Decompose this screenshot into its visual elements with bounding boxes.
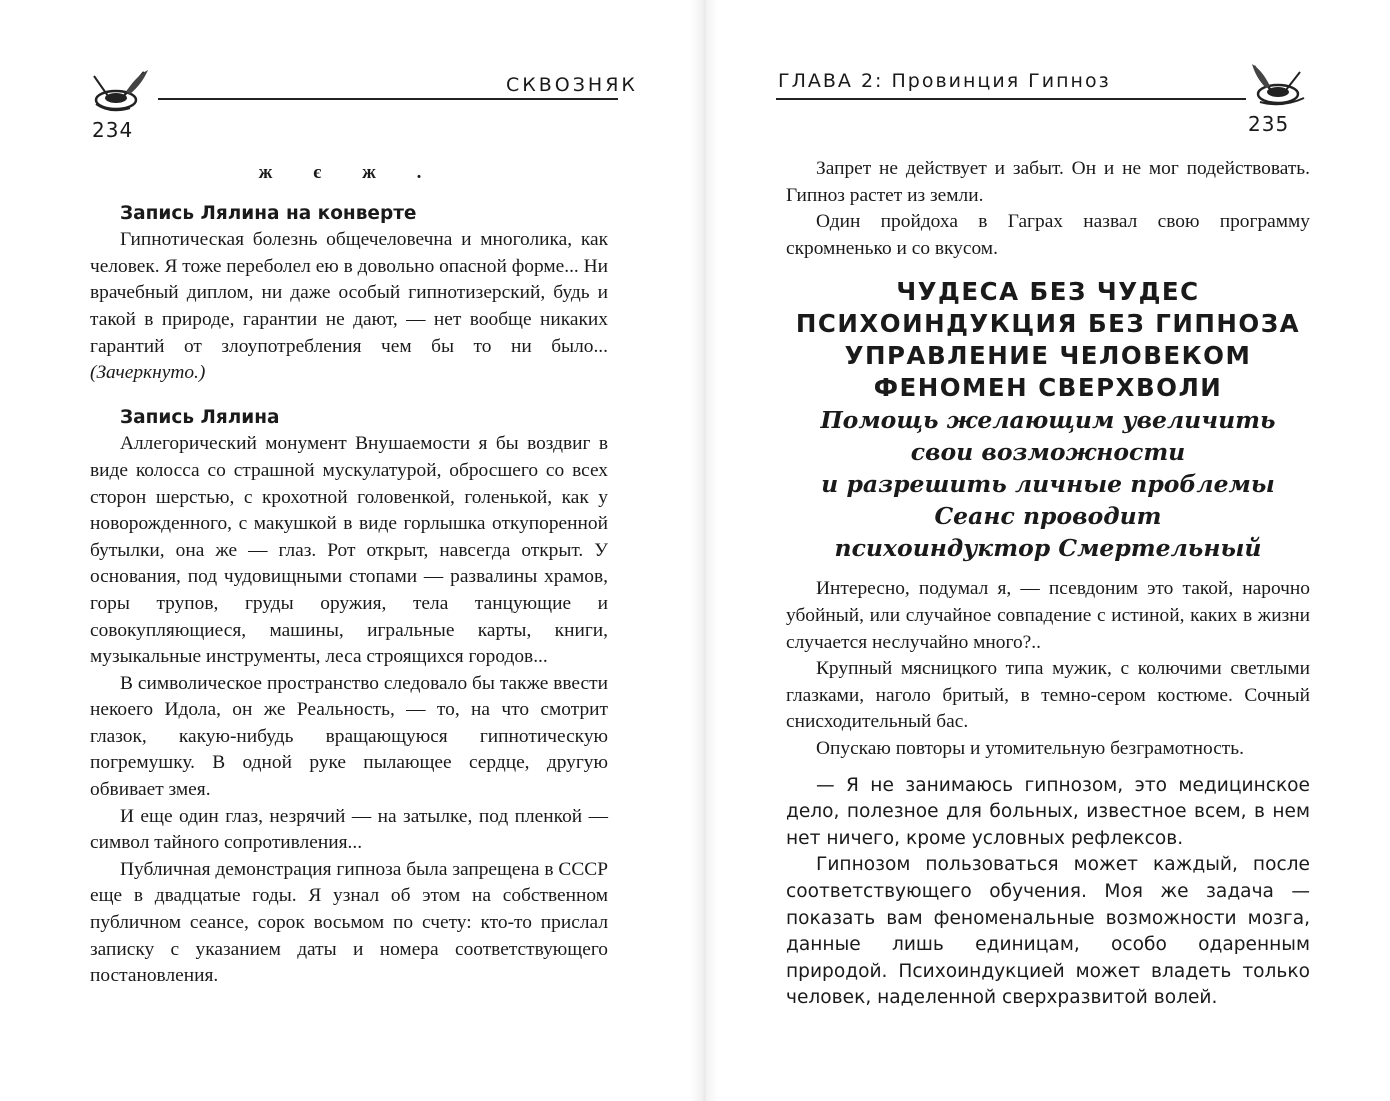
heading-envelope-note: Запись Лялина на конверте [120, 202, 417, 224]
paragraph: Запрет не действует и забыт. Он и не мог подействовать. Гипноз растет из земли. [786, 158, 1310, 206]
poster-line: ФЕНОМЕН СВЕРХВОЛИ [873, 373, 1223, 403]
paragraph: — Я не занимаюсь гипнозом, это медицинское дело, полезное для больных, известное всем, в нем нет ничего, кроме условных рефлексов. [786, 774, 1310, 849]
header-rule [776, 98, 1246, 100]
poster-line: Сеанс проводит [934, 502, 1162, 531]
running-head: СКВОЗНЯК [506, 74, 638, 96]
paragraph: Аллегорический монумент Внушаемости я бы воздвиг в виде колосса со страшной мускулатурой, обросшего со всех сторон шерстью, с крохотной головенкой, голенькой, как у новорожденного, с макушкой в виде горлышка откупоренной бутылки, она же — глаз. Рот открыт, навсегда открыт. У основания, под чудовищными стопами — развалины храмов, горы трупов, груды оружия, тела танцующие и совокупляющиеся, машины, игральные карты, книги, музыкальные инструменты, леса строящихся городов... [90, 433, 608, 668]
poster-line: УПРАВЛЕНИЕ ЧЕЛОВЕКОМ [844, 341, 1252, 371]
poster-line: Помощь желающим увеличить [820, 406, 1276, 435]
section-marker: ж є ж . [258, 162, 440, 183]
paragraph: Один пройдоха в Гаграх назвал свою программу скромненько и со вкусом. [786, 211, 1310, 259]
show-poster [786, 276, 1310, 564]
feather-emblem-icon [86, 68, 158, 118]
heading-lyalin-note: Запись Лялина [120, 406, 280, 428]
poster-line: и разрешить личные проблемы [821, 470, 1275, 499]
poster-line: свои возможности [910, 438, 1186, 467]
paragraph: Опускаю повторы и утомительную безграмотность. [816, 737, 1244, 759]
paragraph: Гипнозом пользоваться может каждый, после соответствующего обучения. Моя же задача — показать вам феноменальные возможности мозга, данные лишь единицам, особо одаренным природой. Психоиндукцией может владеть только человек, наделенной сверхразвитой волей. [786, 854, 1310, 1009]
struck-note: (Зачеркнуто.) [90, 362, 206, 384]
paragraph: И еще один глаз, незрячий — на затылке, под пленкой — символ тайного сопротивления... [90, 805, 608, 854]
right-page-body [786, 156, 1310, 1012]
left-page-body [90, 160, 608, 990]
poster-line: ЧУДЕСА БЕЗ ЧУДЕС [896, 277, 1200, 307]
feather-emblem-icon [1242, 62, 1314, 112]
paragraph: Гипнотическая болезнь общечеловечна и многолика, как человек. Я тоже переболел ею в довольно опасной форме... Ни врачебный диплом, ни даже особый гипнотизерский, будь и такой в природе, гарантии не дают, — нет вообще никаких гарантий от злоупотребления чем бы то ни было... (Зачеркнуто.) [90, 229, 608, 384]
page-number: 235 [1248, 112, 1290, 136]
paragraph: Крупный мясницкого типа мужик, с колючими светлыми глазками, наголо бритый, в темно-сером костюме. Сочный снисходительный бас. [786, 658, 1310, 733]
right-page [718, 0, 1390, 1101]
paragraph: Интересно, подумал я, — псевдоним это такой, нарочно убойный, или случайное совпадение с истиной, каких в жизни случается неслучайно много?.. [786, 578, 1310, 653]
page-number: 234 [92, 118, 134, 142]
running-head: ГЛАВА 2: Провинция Гипноз [778, 70, 1111, 92]
paragraph: В символическое пространство следовало бы также ввести некоего Идола, он же Реальность, — то, на что смотрит глазок, какую-нибудь вращающуюся гипнотическую погремушку. В одной руке пылающее сердце, другую обвивает змея. [90, 672, 608, 801]
poster-line: психоиндуктор Смертельный [834, 534, 1262, 563]
left-page [0, 0, 690, 1101]
paragraph: Публичная демонстрация гипноза была запрещена в СССР еще в двадцатые годы. Я узнал об этом на собственном публичном сеансе, сорок восьмом по счету: кто-то прислал записку с указанием даты и номера соответствующего постановления. [90, 858, 608, 987]
poster-line: ПСИХОИНДУКЦИЯ БЕЗ ГИПНОЗА [795, 309, 1301, 339]
header-rule [158, 98, 618, 100]
book-gutter [690, 0, 718, 1101]
